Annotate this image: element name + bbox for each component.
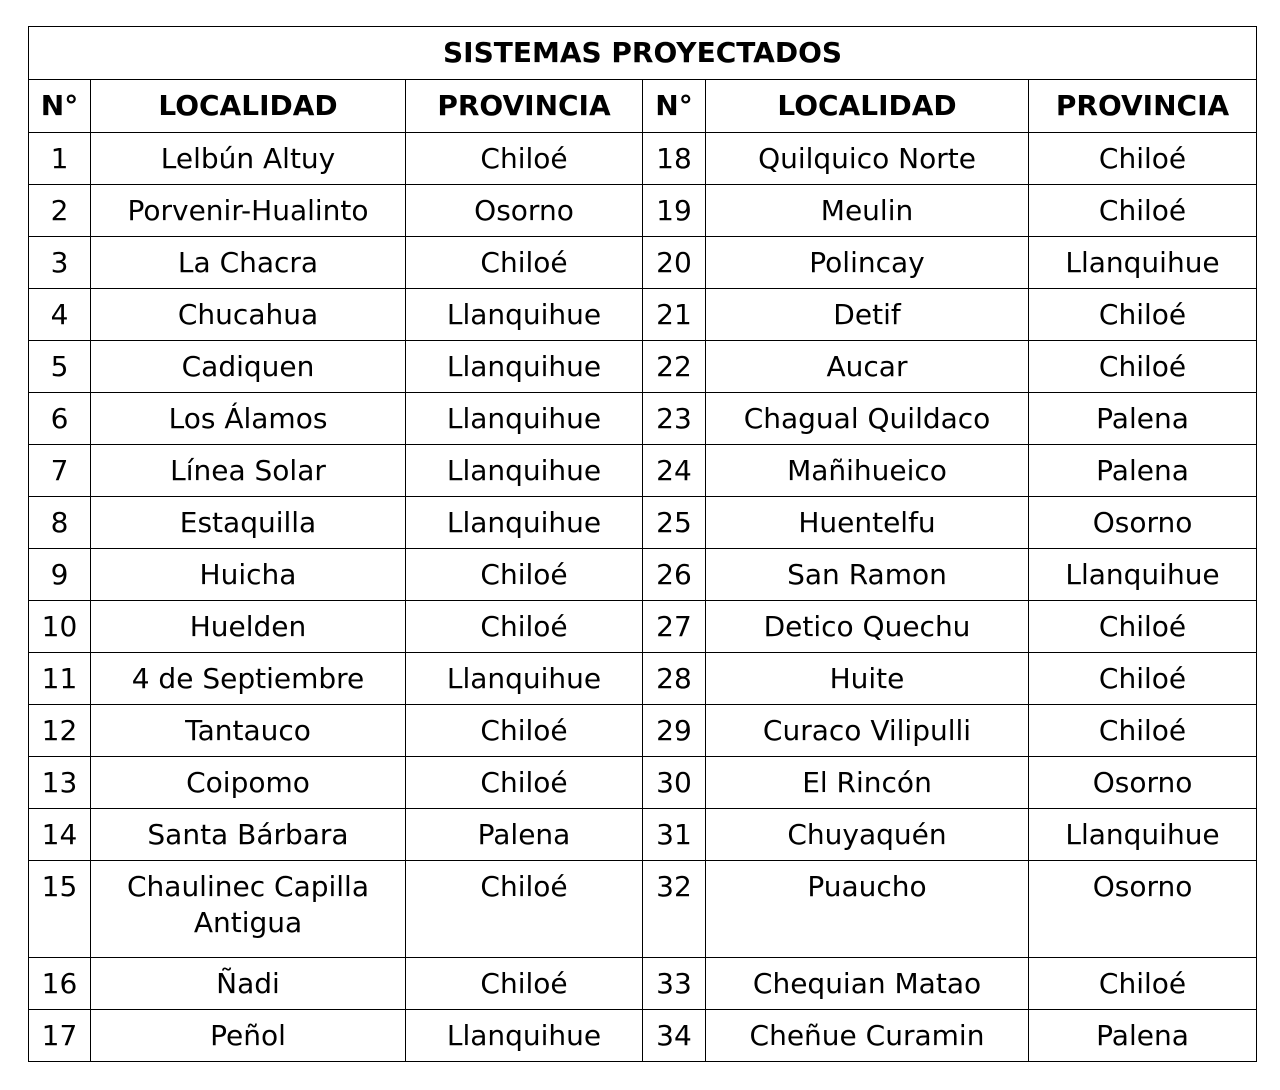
cell-provincia-left: Chiloé xyxy=(406,549,643,601)
cell-provincia-right: Osorno xyxy=(1029,497,1257,549)
cell-num-left: 2 xyxy=(29,185,91,237)
cell-localidad-right: Curaco Vilipulli xyxy=(706,705,1029,757)
cell-num-right: 23 xyxy=(643,393,706,445)
cell-provincia-right: Palena xyxy=(1029,445,1257,497)
cell-localidad-right: Chagual Quildaco xyxy=(706,393,1029,445)
cell-num-right: 34 xyxy=(643,1010,706,1062)
cell-provincia-right: Chiloé xyxy=(1029,185,1257,237)
cell-localidad-left: Chaulinec Capilla Antigua xyxy=(91,861,406,958)
cell-num-left: 13 xyxy=(29,757,91,809)
cell-num-left: 5 xyxy=(29,341,91,393)
cell-num-right: 20 xyxy=(643,237,706,289)
cell-num-right: 28 xyxy=(643,653,706,705)
cell-provincia-left: Llanquihue xyxy=(406,445,643,497)
cell-provincia-right: Palena xyxy=(1029,1010,1257,1062)
cell-localidad-right: Chuyaquén xyxy=(706,809,1029,861)
cell-localidad-left: Santa Bárbara xyxy=(91,809,406,861)
cell-localidad-left: Estaquilla xyxy=(91,497,406,549)
cell-num-right: 25 xyxy=(643,497,706,549)
cell-localidad-right: Polincay xyxy=(706,237,1029,289)
cell-provincia-right: Llanquihue xyxy=(1029,549,1257,601)
cell-provincia-left: Chiloé xyxy=(406,757,643,809)
header-provincia-left: PROVINCIA xyxy=(406,80,643,133)
cell-num-right: 33 xyxy=(643,958,706,1010)
table-row xyxy=(29,237,1257,289)
cell-num-right: 22 xyxy=(643,341,706,393)
cell-localidad-left: Los Álamos xyxy=(91,393,406,445)
cell-provincia-right: Chiloé xyxy=(1029,341,1257,393)
cell-num-right: 31 xyxy=(643,809,706,861)
table-title-row xyxy=(29,27,1257,80)
cell-localidad-left: La Chacra xyxy=(91,237,406,289)
cell-localidad-left: Línea Solar xyxy=(91,445,406,497)
cell-provincia-left: Llanquihue xyxy=(406,341,643,393)
table-row xyxy=(29,445,1257,497)
table-row xyxy=(29,289,1257,341)
header-localidad-right: LOCALIDAD xyxy=(706,80,1029,133)
table-row xyxy=(29,185,1257,237)
header-num-right: N° xyxy=(643,80,706,133)
cell-localidad-left: Porvenir-Hualinto xyxy=(91,185,406,237)
cell-provincia-right: Chiloé xyxy=(1029,601,1257,653)
cell-provincia-left: Chiloé xyxy=(406,958,643,1010)
table-row xyxy=(29,497,1257,549)
cell-provincia-right: Llanquihue xyxy=(1029,809,1257,861)
cell-provincia-left: Chiloé xyxy=(406,133,643,185)
cell-localidad-right: Huentelfu xyxy=(706,497,1029,549)
cell-num-right: 21 xyxy=(643,289,706,341)
cell-num-left: 9 xyxy=(29,549,91,601)
cell-localidad-left: Chucahua xyxy=(91,289,406,341)
cell-provincia-right: Llanquihue xyxy=(1029,237,1257,289)
header-num-left: N° xyxy=(29,80,91,133)
cell-num-left: 6 xyxy=(29,393,91,445)
cell-provincia-left: Chiloé xyxy=(406,861,643,958)
cell-provincia-right: Chiloé xyxy=(1029,653,1257,705)
cell-provincia-left: Palena xyxy=(406,809,643,861)
projected-systems-table-container xyxy=(28,26,1257,1062)
cell-localidad-right: Detif xyxy=(706,289,1029,341)
cell-localidad-right: San Ramon xyxy=(706,549,1029,601)
cell-provincia-left: Llanquihue xyxy=(406,393,643,445)
table-row xyxy=(29,601,1257,653)
cell-localidad-left: Tantauco xyxy=(91,705,406,757)
cell-localidad-left: Huelden xyxy=(91,601,406,653)
cell-provincia-left: Chiloé xyxy=(406,237,643,289)
cell-num-right: 18 xyxy=(643,133,706,185)
cell-num-left: 4 xyxy=(29,289,91,341)
table-row xyxy=(29,705,1257,757)
cell-localidad-right: Aucar xyxy=(706,341,1029,393)
cell-num-right: 19 xyxy=(643,185,706,237)
cell-provincia-right: Chiloé xyxy=(1029,133,1257,185)
cell-localidad-left: Cadiquen xyxy=(91,341,406,393)
cell-num-left: 7 xyxy=(29,445,91,497)
table-row xyxy=(29,958,1257,1010)
cell-localidad-right: Meulin xyxy=(706,185,1029,237)
cell-provincia-right: Osorno xyxy=(1029,757,1257,809)
cell-localidad-left: Coipomo xyxy=(91,757,406,809)
cell-localidad-left: Huicha xyxy=(91,549,406,601)
cell-num-left: 15 xyxy=(29,861,91,958)
cell-num-left: 3 xyxy=(29,237,91,289)
header-localidad-left: LOCALIDAD xyxy=(91,80,406,133)
cell-provincia-left: Chiloé xyxy=(406,601,643,653)
table-row xyxy=(29,133,1257,185)
cell-localidad-right: Huite xyxy=(706,653,1029,705)
cell-provincia-left: Llanquihue xyxy=(406,289,643,341)
table-body xyxy=(29,133,1257,1062)
cell-localidad-right: Chequian Matao xyxy=(706,958,1029,1010)
cell-num-left: 11 xyxy=(29,653,91,705)
cell-num-left: 12 xyxy=(29,705,91,757)
table-row xyxy=(29,549,1257,601)
table-row xyxy=(29,653,1257,705)
cell-localidad-right: El Rincón xyxy=(706,757,1029,809)
table-row xyxy=(29,1010,1257,1062)
cell-provincia-right: Chiloé xyxy=(1029,705,1257,757)
table-title: SISTEMAS PROYECTADOS xyxy=(29,27,1257,80)
cell-num-left: 1 xyxy=(29,133,91,185)
cell-provincia-left: Osorno xyxy=(406,185,643,237)
cell-num-right: 27 xyxy=(643,601,706,653)
cell-provincia-left: Llanquihue xyxy=(406,653,643,705)
projected-systems-table xyxy=(28,26,1257,1062)
cell-provincia-left: Chiloé xyxy=(406,705,643,757)
cell-num-left: 16 xyxy=(29,958,91,1010)
cell-provincia-right: Osorno xyxy=(1029,861,1257,958)
cell-num-right: 30 xyxy=(643,757,706,809)
cell-provincia-right: Palena xyxy=(1029,393,1257,445)
cell-num-right: 24 xyxy=(643,445,706,497)
cell-provincia-right: Chiloé xyxy=(1029,289,1257,341)
cell-num-left: 10 xyxy=(29,601,91,653)
cell-localidad-right: Quilquico Norte xyxy=(706,133,1029,185)
cell-localidad-right: Detico Quechu xyxy=(706,601,1029,653)
cell-num-left: 8 xyxy=(29,497,91,549)
cell-num-right: 29 xyxy=(643,705,706,757)
table-row xyxy=(29,757,1257,809)
cell-localidad-left: Peñol xyxy=(91,1010,406,1062)
header-provincia-right: PROVINCIA xyxy=(1029,80,1257,133)
cell-localidad-left: 4 de Septiembre xyxy=(91,653,406,705)
cell-localidad-right: Puaucho xyxy=(706,861,1029,958)
cell-localidad-right: Cheñue Curamin xyxy=(706,1010,1029,1062)
cell-provincia-right: Chiloé xyxy=(1029,958,1257,1010)
table-row xyxy=(29,393,1257,445)
table-row xyxy=(29,341,1257,393)
table-row xyxy=(29,861,1257,958)
table-row xyxy=(29,809,1257,861)
cell-localidad-left: Lelbún Altuy xyxy=(91,133,406,185)
cell-num-left: 14 xyxy=(29,809,91,861)
cell-localidad-right: Mañihueico xyxy=(706,445,1029,497)
cell-num-left: 17 xyxy=(29,1010,91,1062)
cell-num-right: 26 xyxy=(643,549,706,601)
cell-provincia-left: Llanquihue xyxy=(406,1010,643,1062)
cell-localidad-left: Ñadi xyxy=(91,958,406,1010)
cell-provincia-left: Llanquihue xyxy=(406,497,643,549)
table-header-row xyxy=(29,80,1257,133)
cell-num-right: 32 xyxy=(643,861,706,958)
